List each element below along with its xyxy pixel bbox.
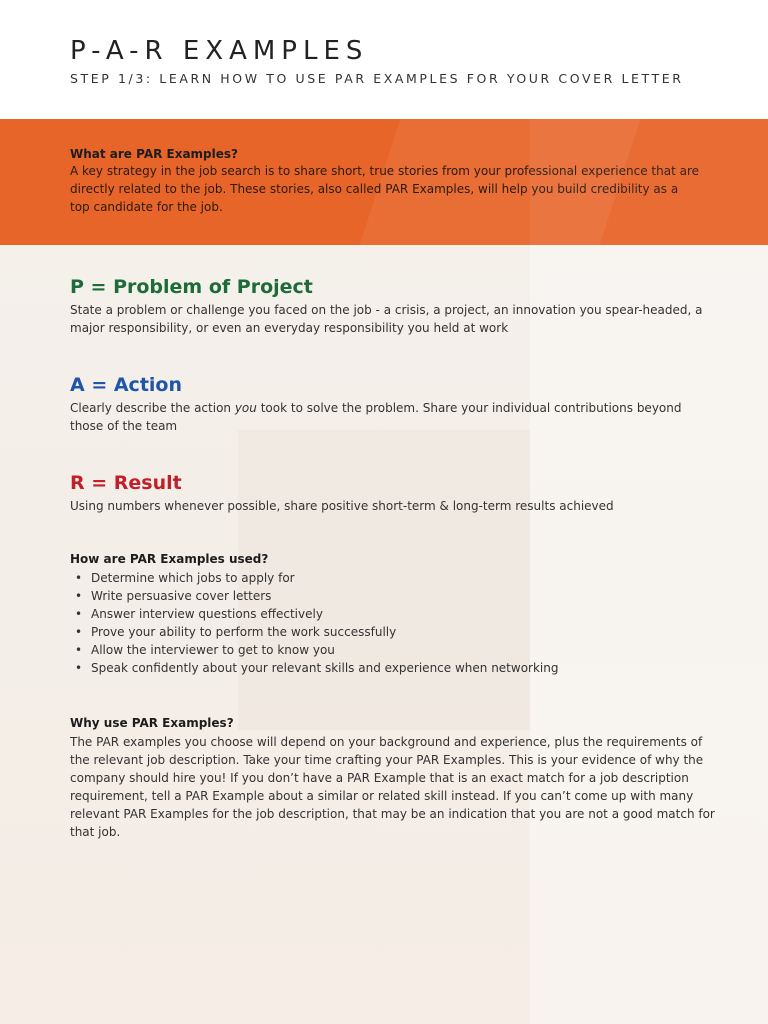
- list-item-text: Answer interview questions effectively: [91, 607, 323, 621]
- uses-list: [70, 569, 712, 677]
- list-item-text: Write persuasive cover letters: [91, 589, 272, 603]
- result-heading: R = Result: [70, 472, 182, 494]
- problem-body: State a problem or challenge you faced on the job - a crisis, a project, an innovation you spear-headed, a major responsibility, or even an everyday responsibility you held at work: [70, 303, 703, 335]
- list-item: [70, 659, 712, 677]
- banner-heading: What are PAR Examples?: [70, 147, 239, 161]
- list-item: [70, 623, 712, 641]
- action-body-start: Clearly describe the action: [70, 401, 235, 415]
- why-body: The PAR examples you choose will depend on your background and experience, plus the requirements of the relevant job description. Take your time crafting your PAR Examples. This is your evidence of why the company should hire you! If you don’t have a PAR Example that is an exact match for a job description requirement, tell a PAR Example about a similar or related skill instead. If you can’t come up with many relevant PAR Examples for the job description, that may be an indication that you are not a good match for that job.: [70, 735, 715, 839]
- bullet-icon: •: [75, 589, 83, 603]
- why-section: [70, 715, 715, 841]
- intro-banner: [0, 119, 768, 245]
- action-body-emphasis: you: [234, 401, 257, 415]
- list-item: [70, 569, 712, 587]
- list-item-text: Allow the interviewer to get to know you: [91, 643, 335, 657]
- par-problem-section: [70, 275, 712, 373]
- main-content: [0, 245, 768, 841]
- action-body: [70, 399, 712, 435]
- action-body-end: took to solve the problem. Share your individual contributions beyond those of the team: [70, 401, 682, 433]
- list-item: [70, 587, 712, 605]
- uses-section: [70, 551, 712, 677]
- bullet-icon: •: [75, 661, 83, 675]
- page-title: P-A-R EXAMPLES: [70, 36, 369, 66]
- list-item: [70, 641, 712, 659]
- bullet-icon: •: [75, 607, 83, 621]
- bullet-icon: •: [75, 571, 83, 585]
- banner-body: A key strategy in the job search is to share short, true stories from your professional experience that are directly related to the job. These stories, also called PAR Examples, will help you build credibility as a top candidate for the job.: [70, 164, 699, 214]
- problem-heading: P = Problem of Project: [70, 276, 313, 298]
- page-subtitle: STEP 1/3: LEARN HOW TO USE PAR EXAMPLES FOR YOUR COVER LETTER: [70, 71, 684, 86]
- why-heading: Why use PAR Examples?: [70, 716, 234, 730]
- bullet-icon: •: [75, 625, 83, 639]
- list-item-text: Speak confidently about your relevant skills and experience when networking: [91, 661, 559, 675]
- bullet-icon: •: [75, 643, 83, 657]
- list-item-text: Determine which jobs to apply for: [91, 571, 295, 585]
- list-item: [70, 605, 712, 623]
- list-item-text: Prove your ability to perform the work successfully: [91, 625, 397, 639]
- par-action-section: [70, 373, 712, 471]
- par-result-section: [70, 471, 712, 551]
- result-body: Using numbers whenever possible, share positive short-term & long-term results achieved: [70, 499, 614, 513]
- page-header: [0, 0, 768, 119]
- action-heading: A = Action: [70, 374, 182, 396]
- uses-heading: How are PAR Examples used?: [70, 552, 269, 566]
